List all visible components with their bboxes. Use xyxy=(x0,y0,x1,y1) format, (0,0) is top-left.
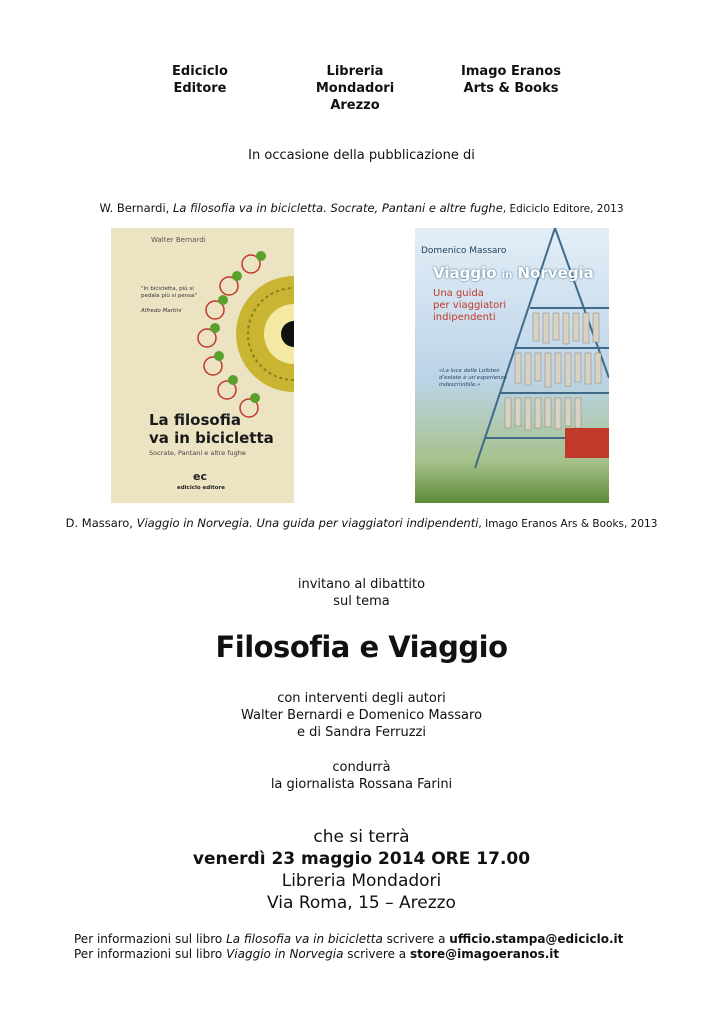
speakers-line: con interventi degli autori xyxy=(277,691,446,706)
publisher-line: Libreria xyxy=(326,64,384,79)
publisher-mondadori xyxy=(295,63,415,114)
moderator-line: la giornalista Rossana Farini xyxy=(270,777,453,792)
moderator-line: condurrà xyxy=(332,760,391,775)
cover2-sub-line: Una guida xyxy=(433,288,484,299)
info-line-1 xyxy=(74,932,623,947)
cover1-bicycle-wheel-illustration xyxy=(171,246,294,421)
speakers-line: Walter Bernardi e Domenico Massaro xyxy=(240,708,483,723)
cover2-sub-line: indipendenti xyxy=(433,312,496,323)
cover2-sub-line: per viaggiatori xyxy=(433,300,507,311)
cover1-title-line1: La filosofia xyxy=(149,411,241,429)
event-intro: che si terrà xyxy=(313,827,410,847)
invite-text xyxy=(0,576,723,610)
cover1-logo-mark: ec xyxy=(193,470,207,483)
info1-prefix: Per informazioni sul libro xyxy=(74,932,227,946)
cover1-title-line2: va in bicicletta xyxy=(149,429,274,447)
info2-prefix: Per informazioni sul libro xyxy=(74,947,227,961)
invite-line: invitano al dibattito xyxy=(297,577,426,592)
speakers-line: e di Sandra Ferruzzi xyxy=(296,725,426,740)
cover2-quote-line: indescrivibile.» xyxy=(439,382,481,388)
cover1-logo: ediciclo editore xyxy=(177,485,225,491)
book1-reference xyxy=(0,201,723,215)
cover1-quote: "In bicicletta, più si pedala più si pensa" xyxy=(141,286,197,299)
book1-title: La filosofia va in bicicletta. Socrate, Pantani e altre fughe xyxy=(172,201,503,215)
cover2-quote xyxy=(439,368,507,389)
cover2-title xyxy=(433,264,594,282)
event-venue: Libreria Mondadori xyxy=(281,871,442,891)
info1-mid: scrivere a xyxy=(382,932,450,946)
book2-author: D. Massaro, xyxy=(65,516,137,530)
publisher-line: Imago Eranos xyxy=(461,64,561,79)
info2-mid: scrivere a xyxy=(343,947,410,961)
publisher-imago-eranos xyxy=(450,63,572,97)
invite-line: sul tema xyxy=(333,594,390,609)
publisher-ediciclo xyxy=(150,63,250,97)
book2-cover xyxy=(415,228,609,503)
book1-publisher: , Ediciclo Editore, 2013 xyxy=(502,203,624,215)
cover2-quote-line: d'estate è un'esperienza xyxy=(439,375,507,381)
cover2-quote-line: «La luce delle Lofoten xyxy=(439,368,500,374)
publisher-line: Arts & Books xyxy=(463,81,559,96)
info1-book: La filosofia va in bicicletta xyxy=(226,932,383,946)
moderator-text xyxy=(0,759,723,793)
cover2-title-b: Norvegia xyxy=(517,264,594,282)
publisher-line: Ediciclo xyxy=(172,64,228,79)
theme-title: Filosofia e Viaggio xyxy=(215,630,508,664)
book1-author: W. Bernardi, xyxy=(99,201,173,215)
info2-book: Viaggio in Norvegia xyxy=(226,947,344,961)
cover2-author: Domenico Massaro xyxy=(421,246,507,256)
event-date: venerdì 23 maggio 2014 ORE 17.00 xyxy=(192,849,531,869)
book2-publisher: , Imago Eranos Ars & Books, 2013 xyxy=(478,518,658,530)
info1-email-link[interactable]: ufficio.stampa@ediciclo.it xyxy=(449,932,624,946)
info-line-2 xyxy=(74,947,559,962)
cover1-quote-author: Alfredo Martini xyxy=(141,308,182,314)
event-address: Via Roma, 15 – Arezzo xyxy=(267,893,456,913)
cover1-subtitle: Socrate, Pantani e altre fughe xyxy=(149,449,246,457)
cover2-title-in: in xyxy=(501,270,513,281)
cover2-subtitle xyxy=(433,288,506,324)
publisher-line: Editore xyxy=(173,81,227,96)
cover1-author: Walter Bernardi xyxy=(151,236,206,244)
info2-email-link[interactable]: store@imagoeranos.it xyxy=(409,947,560,961)
cover2-title-a: Viaggio xyxy=(433,264,497,282)
speakers-text xyxy=(0,690,723,741)
publisher-line: Arezzo xyxy=(330,98,380,113)
book2-reference xyxy=(0,516,723,530)
occasion-text: In occasione della pubblicazione di xyxy=(248,148,475,163)
event-details xyxy=(0,826,723,914)
book1-cover xyxy=(111,228,294,503)
book2-title: Viaggio in Norvegia. Una guida per viaggiatori indipendenti xyxy=(136,516,479,530)
publisher-line: Mondadori xyxy=(315,81,395,96)
